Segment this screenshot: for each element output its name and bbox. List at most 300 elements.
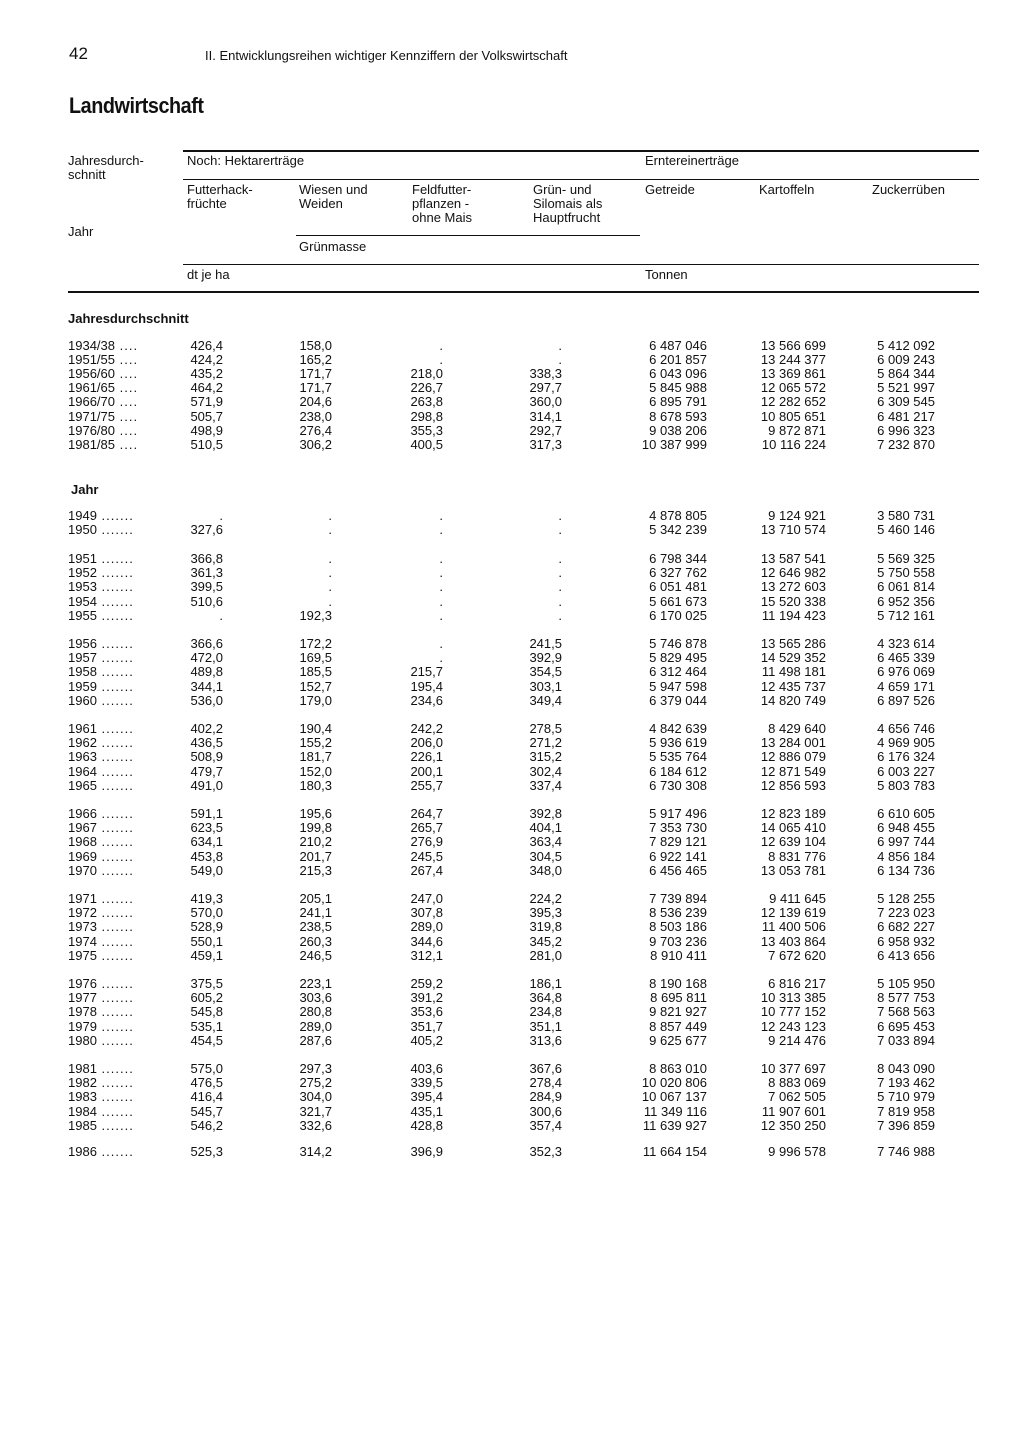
- cell-zuckerrueben: 5 712 161: [877, 608, 935, 623]
- running-header: II. Entwicklungsreihen wichtiger Kennziffern der Volkswirtschaft: [205, 48, 568, 63]
- row-label-text: 1975: [68, 948, 97, 963]
- cell-zuckerrueben: 3 580 731: [877, 508, 935, 523]
- header-rule-units: [183, 264, 979, 265]
- table-row: [0, 395, 1024, 409]
- cell-futterhackfruechte: 591,1: [190, 806, 223, 821]
- row-label-leader-dots: .......: [96, 735, 134, 750]
- row-label-leader-dots: .......: [96, 1075, 134, 1090]
- cell-feldfutterpflanzen: .: [439, 551, 443, 566]
- cell-kartoffeln: 9 872 871: [768, 423, 826, 438]
- cell-zuckerrueben: 5 460 146: [877, 522, 935, 537]
- cell-getreide: 6 051 481: [649, 579, 707, 594]
- cell-futterhackfruechte: 498,9: [190, 423, 223, 438]
- cell-futterhackfruechte: 546,2: [190, 1118, 223, 1133]
- cell-gruen-silomais: 351,1: [529, 1019, 562, 1034]
- cell-wiesen-weiden: 171,7: [299, 366, 332, 381]
- row-label-text: 1976/80: [68, 423, 115, 438]
- cell-kartoffeln: 13 587 541: [760, 551, 826, 566]
- cell-futterhackfruechte: 327,6: [190, 522, 223, 537]
- cell-futterhackfruechte: 416,4: [190, 1089, 223, 1104]
- table-row: [0, 765, 1024, 779]
- row-label: [68, 821, 134, 835]
- cell-getreide: 5 746 878: [649, 636, 707, 651]
- row-label-leader-dots: .......: [96, 1144, 134, 1159]
- cell-kartoffeln: 12 639 104: [760, 834, 826, 849]
- cell-zuckerrueben: 4 323 614: [877, 636, 935, 651]
- row-label-text: 1965: [68, 778, 97, 793]
- cell-getreide: 4 842 639: [649, 721, 707, 736]
- row-label: [68, 552, 134, 566]
- cell-getreide: 6 184 612: [649, 764, 707, 779]
- cell-feldfutterpflanzen: 276,9: [410, 834, 443, 849]
- header-rule-gruenmasse: [296, 235, 640, 236]
- cell-kartoffeln: 13 053 781: [760, 863, 826, 878]
- row-label: [68, 1090, 134, 1104]
- row-label: [68, 765, 134, 779]
- cell-getreide: 9 821 927: [649, 1004, 707, 1019]
- cell-wiesen-weiden: 289,0: [299, 1019, 332, 1034]
- table-row: [0, 694, 1024, 708]
- row-label: [68, 835, 134, 849]
- row-label-leader-dots: .......: [96, 565, 134, 580]
- row-label-text: 1982: [68, 1075, 97, 1090]
- cell-zuckerrueben: 7 232 870: [877, 437, 935, 452]
- cell-wiesen-weiden: .: [328, 565, 332, 580]
- row-label: [68, 1105, 134, 1119]
- cell-kartoffeln: 8 831 776: [768, 849, 826, 864]
- cell-zuckerrueben: 5 128 255: [877, 891, 935, 906]
- cell-feldfutterpflanzen: 405,2: [410, 1033, 443, 1048]
- cell-kartoffeln: 13 403 864: [760, 934, 826, 949]
- cell-wiesen-weiden: 287,6: [299, 1033, 332, 1048]
- table-row: [0, 665, 1024, 679]
- cell-gruen-silomais: 392,9: [529, 650, 562, 665]
- cell-zuckerrueben: 5 569 325: [877, 551, 935, 566]
- row-label: [68, 1076, 134, 1090]
- cell-kartoffeln: 11 498 181: [761, 664, 826, 679]
- cell-feldfutterpflanzen: 435,1: [410, 1104, 443, 1119]
- row-label: [68, 722, 134, 736]
- cell-zuckerrueben: 6 134 736: [877, 863, 935, 878]
- cell-zuckerrueben: 5 803 783: [877, 778, 935, 793]
- row-label: [68, 339, 138, 353]
- cell-feldfutterpflanzen: 218,0: [410, 366, 443, 381]
- row-label-text: 1956/60: [68, 366, 115, 381]
- table-row: [0, 977, 1024, 991]
- row-label: [68, 509, 134, 523]
- cell-feldfutterpflanzen: 400,5: [410, 437, 443, 452]
- row-label-text: 1961/65: [68, 380, 115, 395]
- cell-zuckerrueben: 6 309 545: [877, 394, 935, 409]
- cell-futterhackfruechte: 545,8: [190, 1004, 223, 1019]
- cell-futterhackfruechte: 366,6: [190, 636, 223, 651]
- row-label-text: 1934/38: [68, 338, 115, 353]
- cell-wiesen-weiden: 280,8: [299, 1004, 332, 1019]
- cell-kartoffeln: 8 429 640: [768, 721, 826, 736]
- row-label: [68, 566, 134, 580]
- cell-feldfutterpflanzen: .: [439, 594, 443, 609]
- cell-zuckerrueben: 6 176 324: [877, 749, 935, 764]
- row-label-leader-dots: .......: [96, 650, 134, 665]
- row-label-leader-dots: .......: [96, 863, 134, 878]
- cell-gruen-silomais: .: [558, 338, 562, 353]
- cell-futterhackfruechte: 454,5: [190, 1033, 223, 1048]
- cell-futterhackfruechte: 479,7: [190, 764, 223, 779]
- cell-feldfutterpflanzen: 259,2: [410, 976, 443, 991]
- cell-getreide: 5 917 496: [649, 806, 707, 821]
- cell-kartoffeln: 11 194 423: [761, 608, 826, 623]
- cell-feldfutterpflanzen: 396,9: [410, 1144, 443, 1159]
- cell-wiesen-weiden: 332,6: [299, 1118, 332, 1133]
- cell-feldfutterpflanzen: 307,8: [410, 905, 443, 920]
- row-label: [68, 1062, 134, 1076]
- cell-gruen-silomais: 281,0: [529, 948, 562, 963]
- row-label: [68, 353, 138, 367]
- cell-getreide: 6 043 096: [649, 366, 707, 381]
- cell-kartoffeln: 10 377 697: [760, 1061, 826, 1076]
- table-row: [0, 353, 1024, 367]
- cell-kartoffeln: 12 139 619: [760, 905, 826, 920]
- cell-zuckerrueben: 7 223 023: [877, 905, 935, 920]
- row-label: [68, 395, 138, 409]
- cell-feldfutterpflanzen: 298,8: [410, 409, 443, 424]
- cell-getreide: 9 038 206: [649, 423, 707, 438]
- row-label-text: 1963: [68, 749, 97, 764]
- row-label-text: 1983: [68, 1089, 97, 1104]
- table-row: [0, 1090, 1024, 1104]
- row-label-text: 1959: [68, 679, 97, 694]
- cell-zuckerrueben: 6 695 453: [877, 1019, 935, 1034]
- cell-kartoffeln: 9 124 921: [768, 508, 826, 523]
- cell-kartoffeln: 12 435 737: [760, 679, 826, 694]
- page-number: 42: [69, 44, 88, 63]
- stub-heading-average: Jahresdurch- schnitt: [68, 153, 144, 182]
- cell-gruen-silomais: 364,8: [529, 990, 562, 1005]
- cell-kartoffeln: 10 777 152: [760, 1004, 826, 1019]
- cell-kartoffeln: 8 883 069: [768, 1075, 826, 1090]
- row-label-leader-dots: .......: [96, 1089, 134, 1104]
- cell-feldfutterpflanzen: .: [439, 508, 443, 523]
- row-label: [68, 750, 134, 764]
- table-row: [0, 609, 1024, 623]
- row-label-text: 1957: [68, 650, 97, 665]
- row-label: [68, 1034, 134, 1048]
- row-label: [68, 410, 138, 424]
- cell-gruen-silomais: 367,6: [529, 1061, 562, 1076]
- row-label-text: 1962: [68, 735, 97, 750]
- row-label-leader-dots: .......: [96, 891, 134, 906]
- cell-gruen-silomais: 314,1: [529, 409, 562, 424]
- cell-getreide: 4 878 805: [649, 508, 707, 523]
- cell-futterhackfruechte: 344,1: [190, 679, 223, 694]
- row-label-text: 1978: [68, 1004, 97, 1019]
- cell-kartoffeln: 10 313 385: [760, 990, 826, 1005]
- cell-kartoffeln: 10 116 224: [761, 437, 826, 452]
- cell-futterhackfruechte: 535,1: [190, 1019, 223, 1034]
- cell-wiesen-weiden: 158,0: [299, 338, 332, 353]
- cell-gruen-silomais: 338,3: [529, 366, 562, 381]
- cell-zuckerrueben: 7 193 462: [877, 1075, 935, 1090]
- cell-futterhackfruechte: .: [219, 508, 223, 523]
- column-heading-futterhackfruechte: Futterhack- früchte: [187, 182, 253, 211]
- cell-zuckerrueben: 4 656 746: [877, 721, 935, 736]
- row-label-leader-dots: ....: [115, 423, 139, 438]
- cell-gruen-silomais: 317,3: [529, 437, 562, 452]
- column-heading-gruen-silomais: Grün- und Silomais als Hauptfrucht: [533, 182, 603, 225]
- row-label-text: 1954: [68, 594, 97, 609]
- row-label-leader-dots: .......: [96, 1033, 134, 1048]
- cell-getreide: 11 349 116: [643, 1104, 707, 1119]
- cell-gruen-silomais: 304,5: [529, 849, 562, 864]
- row-label: [68, 523, 134, 537]
- cell-gruen-silomais: 297,7: [529, 380, 562, 395]
- table-row: [0, 1105, 1024, 1119]
- cell-wiesen-weiden: 314,2: [299, 1144, 332, 1159]
- table-row: [0, 835, 1024, 849]
- table-row: [0, 1076, 1024, 1090]
- group-label-jahresdurchschnitt: Jahresdurchschnitt: [68, 311, 189, 326]
- cell-kartoffeln: 12 282 652: [760, 394, 826, 409]
- cell-futterhackfruechte: 549,0: [190, 863, 223, 878]
- cell-kartoffeln: 13 566 699: [760, 338, 826, 353]
- row-label-text: 1986: [68, 1144, 97, 1159]
- cell-gruen-silomais: .: [558, 579, 562, 594]
- table-row: [0, 438, 1024, 452]
- row-label-leader-dots: .......: [96, 764, 134, 779]
- row-label-leader-dots: .......: [96, 976, 134, 991]
- cell-feldfutterpflanzen: .: [439, 608, 443, 623]
- cell-kartoffeln: 14 820 749: [760, 693, 826, 708]
- table-row: [0, 580, 1024, 594]
- table-row: [0, 807, 1024, 821]
- row-label-leader-dots: .......: [96, 1061, 134, 1076]
- column-heading-kartoffeln: Kartoffeln: [759, 182, 815, 197]
- row-label-text: 1956: [68, 636, 97, 651]
- cell-feldfutterpflanzen: 403,6: [410, 1061, 443, 1076]
- cell-feldfutterpflanzen: 206,0: [410, 735, 443, 750]
- cell-feldfutterpflanzen: 428,8: [410, 1118, 443, 1133]
- cell-zuckerrueben: 7 819 958: [877, 1104, 935, 1119]
- cell-kartoffeln: 12 871 549: [760, 764, 826, 779]
- cell-futterhackfruechte: 510,5: [190, 437, 223, 452]
- cell-zuckerrueben: 7 568 563: [877, 1004, 935, 1019]
- row-label-text: 1953: [68, 579, 97, 594]
- cell-feldfutterpflanzen: 265,7: [410, 820, 443, 835]
- cell-gruen-silomais: 345,2: [529, 934, 562, 949]
- cell-gruen-silomais: 348,0: [529, 863, 562, 878]
- cell-wiesen-weiden: 246,5: [299, 948, 332, 963]
- cell-zuckerrueben: 7 396 859: [877, 1118, 935, 1133]
- row-label-leader-dots: ....: [115, 380, 139, 395]
- row-label: [68, 1020, 134, 1034]
- cell-wiesen-weiden: 205,1: [299, 891, 332, 906]
- row-label-leader-dots: .......: [96, 1104, 134, 1119]
- cell-gruen-silomais: 234,8: [529, 1004, 562, 1019]
- cell-zuckerrueben: 7 746 988: [877, 1144, 935, 1159]
- table-row: [0, 651, 1024, 665]
- cell-gruen-silomais: .: [558, 551, 562, 566]
- cell-gruen-silomais: 313,6: [529, 1033, 562, 1048]
- row-label-text: 1985: [68, 1118, 97, 1133]
- cell-futterhackfruechte: 605,2: [190, 990, 223, 1005]
- cell-kartoffeln: 12 823 189: [760, 806, 826, 821]
- row-label: [68, 977, 134, 991]
- row-label-text: 1972: [68, 905, 97, 920]
- row-label-leader-dots: .......: [96, 749, 134, 764]
- cell-wiesen-weiden: 260,3: [299, 934, 332, 949]
- row-label-text: 1955: [68, 608, 97, 623]
- row-label: [68, 651, 134, 665]
- cell-getreide: 11 664 154: [642, 1144, 707, 1159]
- unit-dt-je-ha: dt je ha: [187, 267, 230, 282]
- cell-gruen-silomais: 300,6: [529, 1104, 562, 1119]
- cell-wiesen-weiden: 297,3: [299, 1061, 332, 1076]
- row-label-text: 1977: [68, 990, 97, 1005]
- table-row: [0, 680, 1024, 694]
- row-label-leader-dots: .......: [96, 834, 134, 849]
- table-row: [0, 566, 1024, 580]
- table-row: [0, 1034, 1024, 1048]
- row-label-leader-dots: .......: [96, 522, 134, 537]
- row-label-text: 1952: [68, 565, 97, 580]
- column-heading-getreide: Getreide: [645, 182, 695, 197]
- cell-feldfutterpflanzen: 355,3: [410, 423, 443, 438]
- cell-futterhackfruechte: 571,9: [190, 394, 223, 409]
- cell-getreide: 6 379 044: [649, 693, 707, 708]
- cell-gruen-silomais: 319,8: [529, 919, 562, 934]
- cell-zuckerrueben: 6 682 227: [877, 919, 935, 934]
- row-label-text: 1951/55: [68, 352, 115, 367]
- cell-kartoffeln: 13 565 286: [760, 636, 826, 651]
- row-label: [68, 438, 138, 452]
- group-heading-erntereinertraege: Erntereinerträge: [645, 153, 739, 168]
- row-label: [68, 580, 134, 594]
- cell-gruen-silomais: 354,5: [529, 664, 562, 679]
- header-rule-groups: [183, 179, 979, 180]
- cell-zuckerrueben: 6 003 227: [877, 764, 935, 779]
- cell-zuckerrueben: 6 952 356: [877, 594, 935, 609]
- cell-wiesen-weiden: 155,2: [299, 735, 332, 750]
- row-label: [68, 736, 134, 750]
- cell-feldfutterpflanzen: 195,4: [410, 679, 443, 694]
- row-label-leader-dots: ....: [115, 409, 139, 424]
- row-label-leader-dots: .......: [96, 1004, 134, 1019]
- cell-feldfutterpflanzen: .: [439, 565, 443, 580]
- cell-futterhackfruechte: .: [219, 608, 223, 623]
- cell-zuckerrueben: 8 577 753: [877, 990, 935, 1005]
- cell-getreide: 5 947 598: [649, 679, 707, 694]
- row-label: [68, 906, 134, 920]
- table-row: [0, 750, 1024, 764]
- row-label-text: 1950: [68, 522, 97, 537]
- cell-zuckerrueben: 6 465 339: [877, 650, 935, 665]
- row-label-leader-dots: .......: [96, 778, 134, 793]
- cell-wiesen-weiden: 165,2: [299, 352, 332, 367]
- cell-getreide: 6 730 308: [649, 778, 707, 793]
- cell-wiesen-weiden: 210,2: [299, 834, 332, 849]
- cell-feldfutterpflanzen: .: [439, 636, 443, 651]
- cell-futterhackfruechte: 464,2: [190, 380, 223, 395]
- row-label-text: 1971: [68, 891, 97, 906]
- cell-feldfutterpflanzen: .: [439, 352, 443, 367]
- cell-gruen-silomais: .: [558, 608, 562, 623]
- cell-getreide: 6 312 464: [649, 664, 707, 679]
- table-row: [0, 864, 1024, 878]
- cell-wiesen-weiden: 276,4: [299, 423, 332, 438]
- cell-kartoffeln: 13 369 861: [760, 366, 826, 381]
- cell-futterhackfruechte: 536,0: [190, 693, 223, 708]
- table-row: [0, 381, 1024, 395]
- cell-kartoffeln: 14 529 352: [760, 650, 826, 665]
- cell-futterhackfruechte: 453,8: [190, 849, 223, 864]
- cell-kartoffeln: 12 856 593: [760, 778, 826, 793]
- cell-wiesen-weiden: 172,2: [299, 636, 332, 651]
- row-label-leader-dots: .......: [96, 934, 134, 949]
- cell-getreide: 7 353 730: [649, 820, 707, 835]
- cell-gruen-silomais: 404,1: [529, 820, 562, 835]
- cell-feldfutterpflanzen: 353,6: [410, 1004, 443, 1019]
- cell-futterhackfruechte: 361,3: [190, 565, 223, 580]
- cell-feldfutterpflanzen: 200,1: [410, 764, 443, 779]
- cell-getreide: 11 639 927: [642, 1118, 707, 1133]
- cell-getreide: 7 739 894: [649, 891, 707, 906]
- row-label-text: 1979: [68, 1019, 97, 1034]
- cell-futterhackfruechte: 436,5: [190, 735, 223, 750]
- row-label-leader-dots: ....: [115, 366, 139, 381]
- row-label: [68, 680, 134, 694]
- cell-getreide: 5 936 619: [649, 735, 707, 750]
- row-label: [68, 864, 134, 878]
- row-label: [68, 381, 138, 395]
- cell-zuckerrueben: 8 043 090: [877, 1061, 935, 1076]
- cell-zuckerrueben: 6 413 656: [877, 948, 935, 963]
- stub-heading-year: Jahr: [68, 224, 94, 239]
- cell-futterhackfruechte: 424,2: [190, 352, 223, 367]
- row-label: [68, 694, 134, 708]
- cell-feldfutterpflanzen: 395,4: [410, 1089, 443, 1104]
- cell-feldfutterpflanzen: 312,1: [410, 948, 443, 963]
- cell-getreide: 8 503 186: [649, 919, 707, 934]
- header-rule-bottom: [68, 291, 979, 293]
- cell-kartoffeln: 12 243 123: [760, 1019, 826, 1034]
- cell-wiesen-weiden: 238,0: [299, 409, 332, 424]
- row-label-text: 1971/75: [68, 409, 115, 424]
- cell-wiesen-weiden: 223,1: [299, 976, 332, 991]
- cell-gruen-silomais: 292,7: [529, 423, 562, 438]
- row-label-leader-dots: .......: [96, 636, 134, 651]
- cell-wiesen-weiden: 185,5: [299, 664, 332, 679]
- table-row: [0, 1145, 1024, 1159]
- cell-getreide: 5 535 764: [649, 749, 707, 764]
- cell-wiesen-weiden: .: [328, 508, 332, 523]
- row-label-text: 1970: [68, 863, 97, 878]
- cell-zuckerrueben: 6 481 217: [877, 409, 935, 424]
- table-row: [0, 821, 1024, 835]
- table-row: [0, 1062, 1024, 1076]
- row-label-text: 1973: [68, 919, 97, 934]
- column-heading-feldfutterpflanzen: Feldfutter- pflanzen - ohne Mais: [412, 182, 472, 225]
- cell-futterhackfruechte: 623,5: [190, 820, 223, 835]
- cell-gruen-silomais: .: [558, 508, 562, 523]
- cell-kartoffeln: 12 646 982: [760, 565, 826, 580]
- table-row: [0, 906, 1024, 920]
- cell-wiesen-weiden: 180,3: [299, 778, 332, 793]
- cell-wiesen-weiden: 181,7: [299, 749, 332, 764]
- cell-feldfutterpflanzen: 215,7: [410, 664, 443, 679]
- cell-feldfutterpflanzen: 264,7: [410, 806, 443, 821]
- row-label: [68, 807, 134, 821]
- cell-futterhackfruechte: 375,5: [190, 976, 223, 991]
